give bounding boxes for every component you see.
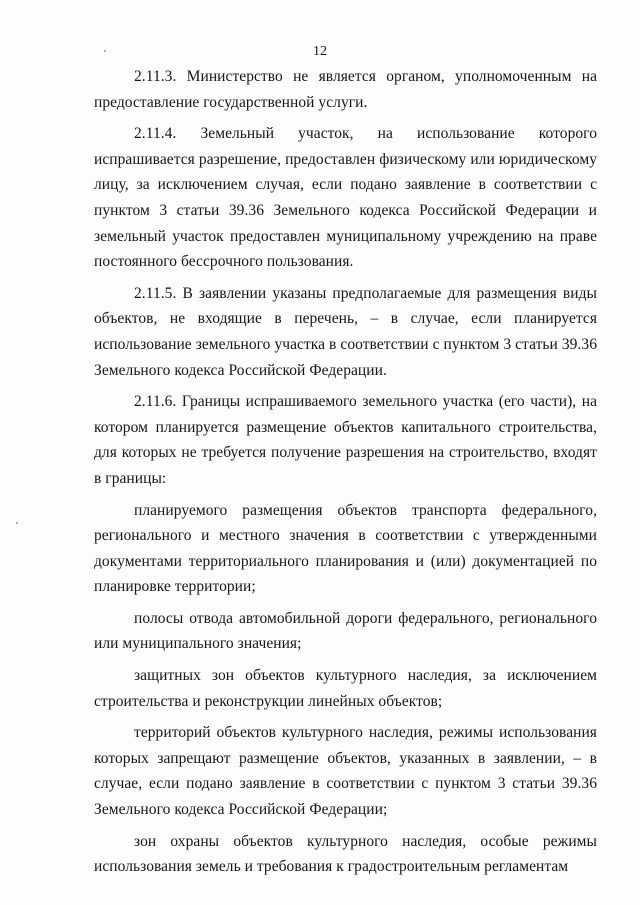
- document-body: [94, 64, 597, 886]
- list-item-road-right-of-way: полосы отвода автомобильной дороги федерального, регионального или муниципального значения;: [94, 609, 597, 653]
- scan-speck: [16, 522, 18, 524]
- paragraph-2-11-5: 2.11.5. В заявлении указаны предполагаемые для размещения виды объектов, не входящие в перечень, – в случае, если планируется использование земельного участка в соответствии с пунктом 3 статьи 39.36 Земельного кодекса Российской Федерации.: [94, 284, 597, 379]
- scan-speck: [104, 50, 106, 52]
- page-number: 12: [313, 44, 327, 59]
- list-item-heritage-territories: территорий объектов культурного наследия, режимы использования которых запрещают размещение объектов, указанных в заявлении, – в случае, если подано заявление в соответствии с пунктом 3 статьи 39.36 Земельного кодекса Российской Федерации;: [94, 724, 597, 819]
- paragraph-2-11-4: 2.11.4. Земельный участок, на использование которого испрашивается разрешение, предоставлен физическому или юридическому лицу, за исключением случая, если подано заявление в соответствии с пунктом 3 статьи 39.36 Земельного кодекса Российской Федерации и земельный участок предоставлен муниципальному учреждению на праве постоянного бессрочного пользования.: [94, 125, 597, 271]
- list-item-planned-transport: планируемого размещения объектов транспорта федерального, регионального и местного значения в соответствии с утвержденными документами территориального планирования и (или) документацией по планировке территории;: [94, 501, 597, 596]
- paragraph-2-11-6: 2.11.6. Границы испрашиваемого земельного участка (его части), на котором планируется размещение объектов капитального строительства, для которых не требуется получение разрешения на строительство, входят в границы:: [94, 393, 597, 487]
- paragraph-2-11-3: 2.11.3. Министерство не является органом, уполномоченным на предоставление государственной услуги.: [94, 68, 597, 111]
- list-item-protective-zones: защитных зон объектов культурного наследия, за исключением строительства и реконструкции линейных объектов;: [94, 667, 597, 710]
- list-item-heritage-protection-zones: зон охраны объектов культурного наследия, особые режимы использования земель и требования к градостроительным регламентам: [94, 832, 597, 876]
